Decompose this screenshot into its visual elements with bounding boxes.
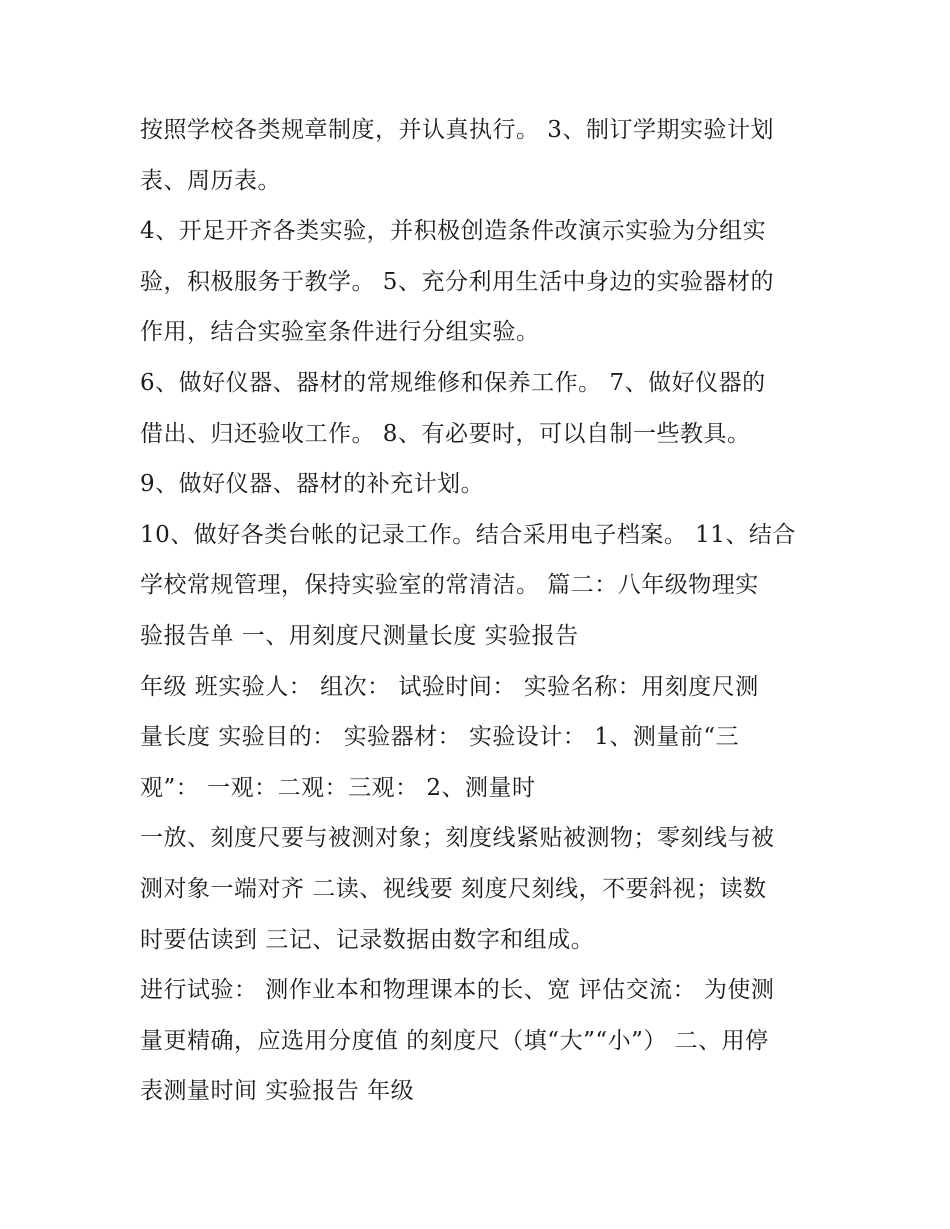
text-line: 9、做好仪器、器材的补充计划。 (140, 471, 485, 497)
text-line: 4、开足开齐各类实验，并积极创造条件改演示实验为分组实 (140, 218, 767, 244)
text-line: 一放、刻度尺要与被测对象；刻度线紧贴被测物；零刻线与被 (140, 825, 775, 851)
text-line: 测对象一端对齐 二读、视线要 刻度尺刻线，不要斜视；读数 (140, 876, 767, 902)
text-line: 借出、归还验收工作。 8、有必要时，可以自制一些教具。 (140, 421, 751, 447)
text-line: 按照学校各类规章制度，并认真执行。 3、制订学期实验计划 (140, 117, 774, 143)
text-line: 年级 班实验人： 组次： 试验时间： 实验名称：用刻度尺测 (140, 674, 759, 700)
text-line: 时要估读到 三记、记录数据由数字和组成。 (140, 927, 595, 953)
text-line: 10、做好各类台帐的记录工作。结合采用电子档案。 11、结合 (140, 522, 796, 548)
text-line: 量更精确，应选用分度值 的刻度尺（填“大”“小”） 二、用停 (140, 1028, 769, 1054)
text-line: 验，积极服务于教学。 5、充分利用生活中身边的实验器材的 (140, 269, 774, 295)
text-line: 6、做好仪器、器材的常规维修和保养工作。 7、做好仪器的 (140, 370, 766, 396)
text-line: 观”： 一观：二观：三观： 2、测量时 (140, 775, 536, 801)
text-line: 学校常规管理，保持实验室的常清洁。 篇二：八年级物理实 (140, 572, 759, 598)
text-line: 进行试验： 测作业本和物理课本的长、宽 评估交流： 为使测 (140, 977, 775, 1003)
text-line: 作用，结合实验室条件进行分组实验。 (140, 319, 540, 345)
text-line: 量长度 实验目的： 实验器材： 实验设计： 1、测量前“三 (140, 724, 740, 750)
text-line: 验报告单 一、用刻度尺测量长度 实验报告 (140, 623, 579, 649)
text-line: 表测量时间 实验报告 年级 (140, 1078, 415, 1104)
text-line: 表、周历表。 (140, 168, 281, 194)
